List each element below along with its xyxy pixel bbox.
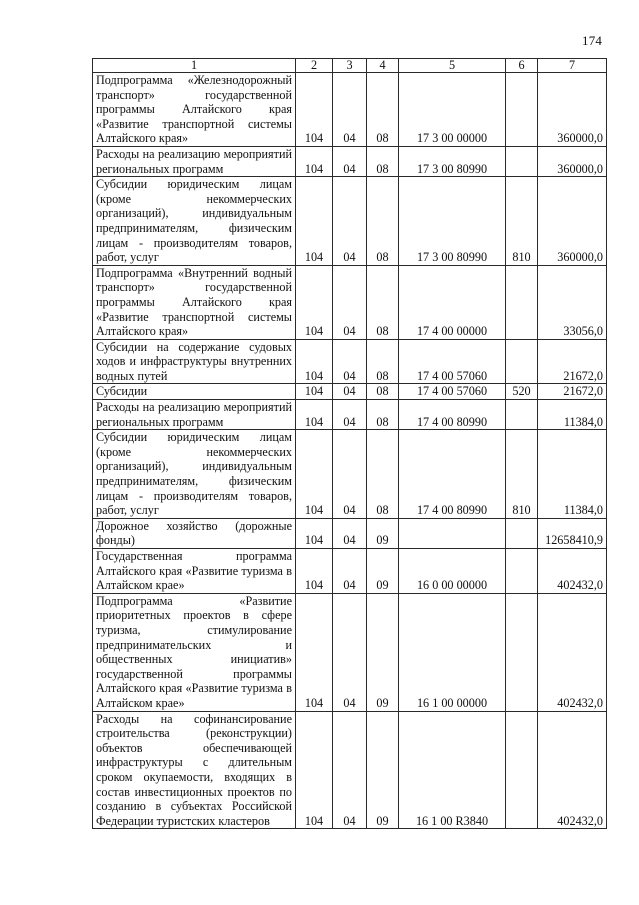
row-amount: 402432,0 [538,711,607,829]
row-ministry-code: 104 [296,711,333,829]
table-row [93,73,607,147]
row-subsection-code: 09 [367,518,399,548]
row-expense-type [506,711,538,829]
table-row [93,711,607,829]
row-name: Субсидии [93,384,296,400]
row-name: Подпрограмма «Развитие приоритетных проектов в сфере туризма, стимулирование предпринимательских и общественных инициатив» государственной программы Алтайского края «Развитие туризма в Алтайском крае» [93,593,296,711]
row-expense-type [506,339,538,384]
row-expense-type: 810 [506,177,538,266]
row-ministry-code: 104 [296,265,333,339]
row-section-code: 04 [333,518,367,548]
row-amount: 402432,0 [538,549,607,594]
row-expense-type [506,549,538,594]
row-amount: 402432,0 [538,593,607,711]
row-section-code: 04 [333,265,367,339]
row-name: Субсидии юридическим лицам (кроме некоммерческих организаций), индивидуальным предпринимателям, физическим лицам - производителям товаров, работ, услуг [93,177,296,266]
row-section-code: 04 [333,711,367,829]
row-name: Субсидии юридическим лицам (кроме некоммерческих организаций), индивидуальным предпринимателям, физическим лицам - производителям товаров, работ, услуг [93,430,296,519]
budget-table [92,58,607,829]
row-name: Расходы на реализацию мероприятий региональных программ [93,146,296,176]
row-target-item: 16 1 00 R3840 [399,711,506,829]
row-ministry-code: 104 [296,73,333,147]
row-ministry-code: 104 [296,384,333,400]
row-amount: 12658410,9 [538,518,607,548]
row-subsection-code: 08 [367,430,399,519]
row-subsection-code: 09 [367,549,399,594]
row-expense-type [506,265,538,339]
table-row [93,146,607,176]
row-ministry-code: 104 [296,177,333,266]
row-section-code: 04 [333,430,367,519]
row-section-code: 04 [333,384,367,400]
row-subsection-code: 08 [367,177,399,266]
row-subsection-code: 09 [367,593,399,711]
row-target-item [399,518,506,548]
row-expense-type [506,518,538,548]
row-section-code: 04 [333,146,367,176]
row-expense-type [506,400,538,430]
row-section-code: 04 [333,549,367,594]
row-target-item: 16 0 00 00000 [399,549,506,594]
row-section-code: 04 [333,177,367,266]
row-name: Подпрограмма «Внутренний водный транспорт» государственной программы Алтайского края «Развитие транспортной системы Алтайского края» [93,265,296,339]
row-target-item: 17 4 00 80990 [399,400,506,430]
table-row [93,177,607,266]
row-ministry-code: 104 [296,593,333,711]
row-subsection-code: 08 [367,339,399,384]
row-amount: 33056,0 [538,265,607,339]
row-expense-type: 520 [506,384,538,400]
row-ministry-code: 104 [296,518,333,548]
row-target-item: 17 4 00 80990 [399,430,506,519]
row-expense-type [506,593,538,711]
row-amount: 21672,0 [538,384,607,400]
column-header: 7 [538,59,607,73]
row-amount: 360000,0 [538,177,607,266]
row-expense-type [506,146,538,176]
row-ministry-code: 104 [296,549,333,594]
row-subsection-code: 08 [367,73,399,147]
row-expense-type [506,73,538,147]
table-row [93,384,607,400]
row-amount: 21672,0 [538,339,607,384]
row-name: Государственная программа Алтайского края «Развитие туризма в Алтайском крае» [93,549,296,594]
page-number: 174 [582,33,603,48]
row-section-code: 04 [333,73,367,147]
row-amount: 11384,0 [538,430,607,519]
column-header: 6 [506,59,538,73]
table-row [93,593,607,711]
row-section-code: 04 [333,339,367,384]
row-amount: 360000,0 [538,146,607,176]
row-target-item: 17 4 00 57060 [399,339,506,384]
row-amount: 11384,0 [538,400,607,430]
table-row [93,549,607,594]
row-subsection-code: 08 [367,400,399,430]
row-target-item: 17 4 00 00000 [399,265,506,339]
row-ministry-code: 104 [296,400,333,430]
row-ministry-code: 104 [296,339,333,384]
row-ministry-code: 104 [296,146,333,176]
row-target-item: 17 3 00 00000 [399,73,506,147]
row-name: Расходы на реализацию мероприятий региональных программ [93,400,296,430]
column-header: 3 [333,59,367,73]
row-expense-type: 810 [506,430,538,519]
row-name: Подпрограмма «Железнодорожный транспорт» государственной программы Алтайского края «Развитие транспортной системы Алтайского края» [93,73,296,147]
row-ministry-code: 104 [296,430,333,519]
column-header: 1 [93,59,296,73]
row-amount: 360000,0 [538,73,607,147]
table-row [93,265,607,339]
row-name: Дорожное хозяйство (дорожные фонды) [93,518,296,548]
row-target-item: 17 4 00 57060 [399,384,506,400]
row-name: Субсидии на содержание судовых ходов и инфраструктуры внутренних водных путей [93,339,296,384]
table-header-row [93,59,607,73]
table-row [93,400,607,430]
row-section-code: 04 [333,593,367,711]
row-target-item: 17 3 00 80990 [399,146,506,176]
row-subsection-code: 09 [367,711,399,829]
row-subsection-code: 08 [367,146,399,176]
row-subsection-code: 08 [367,265,399,339]
table-row [93,339,607,384]
column-header: 2 [296,59,333,73]
row-name: Расходы на софинансирование строительства (реконструкции) объектов обеспечивающей инфраструктуры с длительным сроком окупаемости, входящих в состав инвестиционных проектов по созданию в субъектах Российской Федерации туристских кластеров [93,711,296,829]
column-header: 5 [399,59,506,73]
column-header: 4 [367,59,399,73]
row-target-item: 17 3 00 80990 [399,177,506,266]
table-row [93,430,607,519]
table-row [93,518,607,548]
row-target-item: 16 1 00 00000 [399,593,506,711]
row-subsection-code: 08 [367,384,399,400]
row-section-code: 04 [333,400,367,430]
